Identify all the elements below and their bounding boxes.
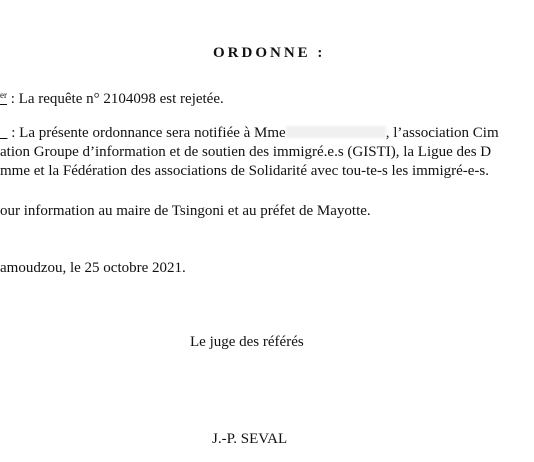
article-2-label [0,125,8,141]
article-2-line-2: ation Groupe d’information et de soutien des immigré.e.s (GISTI), la Ligue des D [0,144,492,160]
article-2-line-1 [0,124,499,142]
article-2-line-3: mme et la Fédération des associations de Solidarité avec tou-te-s les immigré-e-s. [0,163,490,179]
heading-ordonne: ORDONNE : [213,45,326,61]
article-1-label: er [0,90,7,100]
redacted-name [286,126,386,138]
judge-title: Le juge des référés [190,334,304,350]
article-2-text-post: , l’association Cim [385,125,499,141]
info-line: our information au maire de Tsingoni et au préfet de Mayotte. [0,203,371,219]
article-1-text: : La requête n° 2104098 est rejetée. [7,91,224,107]
article-1 [0,86,224,108]
article-2-text-pre: : La présente ordonnance sera notifiée à Mme [7,125,286,141]
signature: J.-P. SEVAL [212,431,288,447]
place-date: amoudzou, le 25 octobre 2021. [0,260,186,276]
